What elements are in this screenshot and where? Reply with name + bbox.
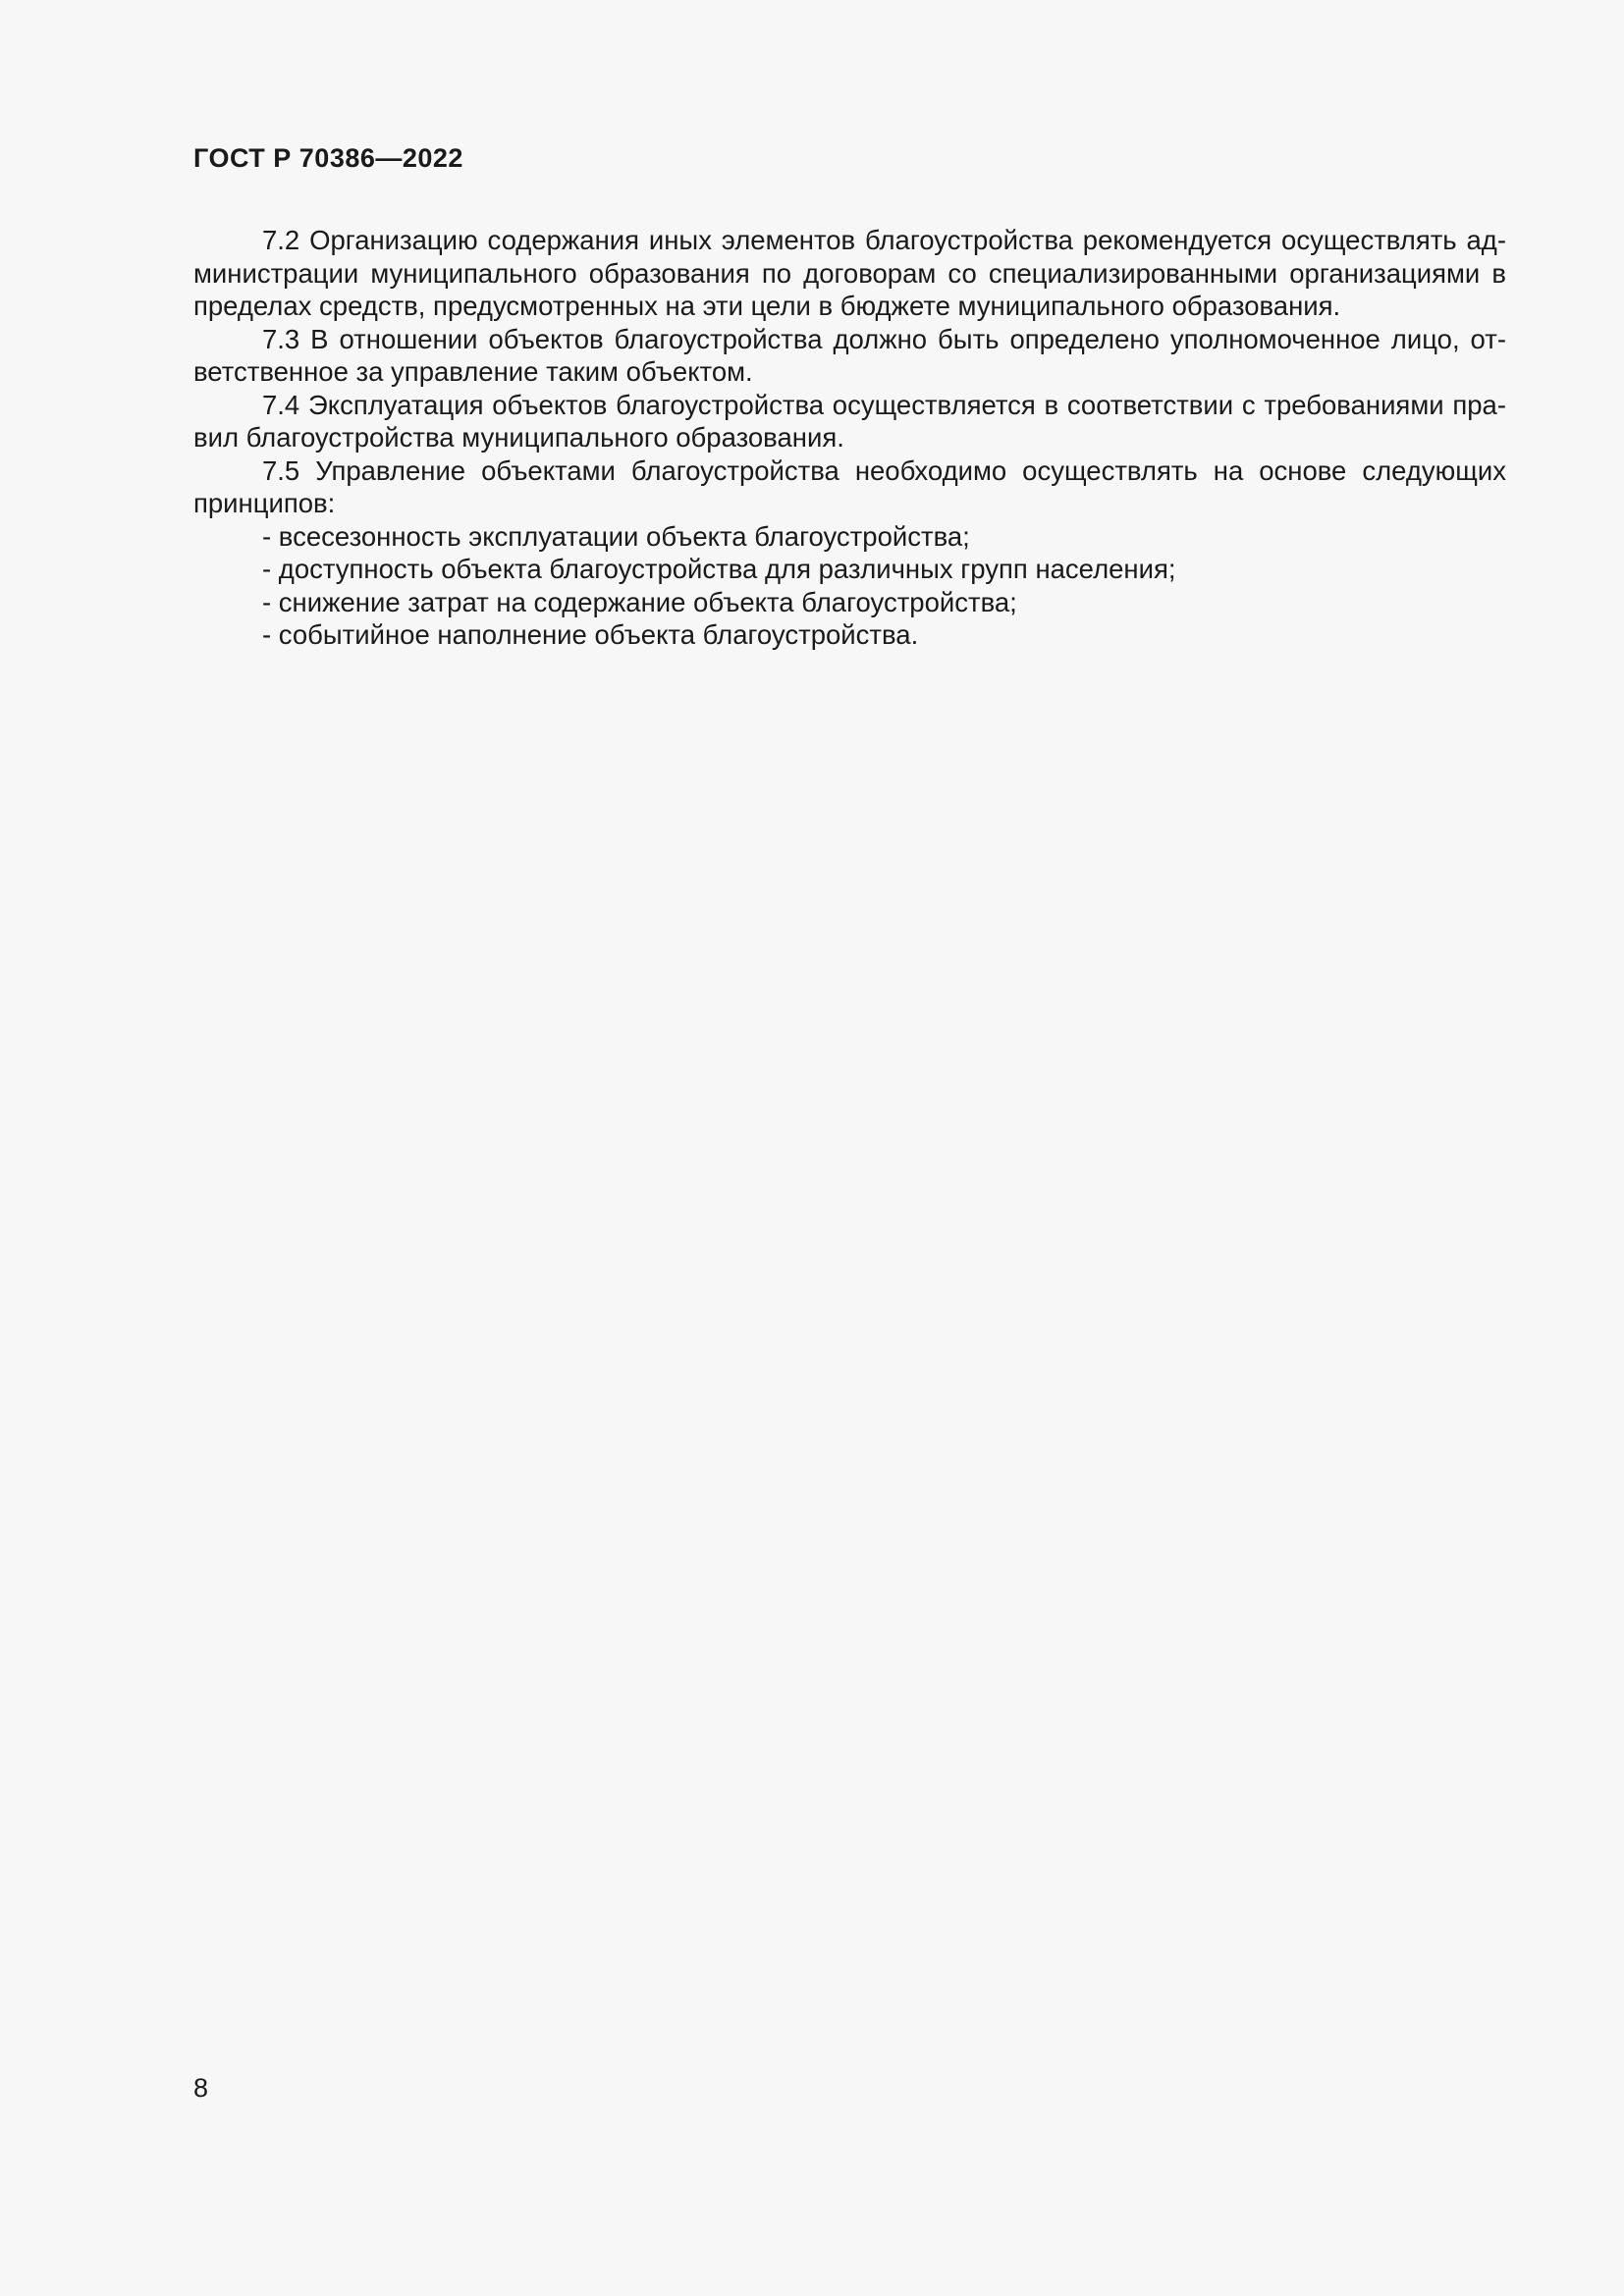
principle-list-item: - всесезонность эксплуатации объекта благоустройства; <box>262 520 970 552</box>
paragraph-7-5: 7.5 Управление объектами благоустройства необходимо осуществлять на основе следующих принципов: <box>193 454 1506 518</box>
paragraph-7-4: 7.4 Эксплуатация объектов благоустройства осуществляется в соответствии с требованиями правил благоустройства муниципального образования. <box>193 389 1506 453</box>
principle-list-item: - событийное наполнение объекта благоустройства. <box>262 619 919 650</box>
page-number: 8 <box>193 2073 209 2103</box>
principle-list-item: - снижение затрат на содержание объекта благоустройства; <box>262 586 1017 617</box>
principle-list-item: - доступность объекта благоустройства для различных групп населения; <box>262 554 1176 584</box>
document-body <box>193 224 1506 652</box>
document-header: ГОСТ Р 70386—2022 <box>193 143 463 173</box>
paragraph-7-2: 7.2 Организацию содержания иных элементов благоустройства рекомендуется осуществлять администрации муниципального образования по договорам со специализированными организациями в пределах средств, предусмотренных на эти цели в бюджете муниципального образования. <box>193 225 1506 321</box>
paragraph-7-3: 7.3 В отношении объектов благоустройства должно быть определено уполномоченное лицо, ответственное за управление таким объектом. <box>193 323 1506 387</box>
